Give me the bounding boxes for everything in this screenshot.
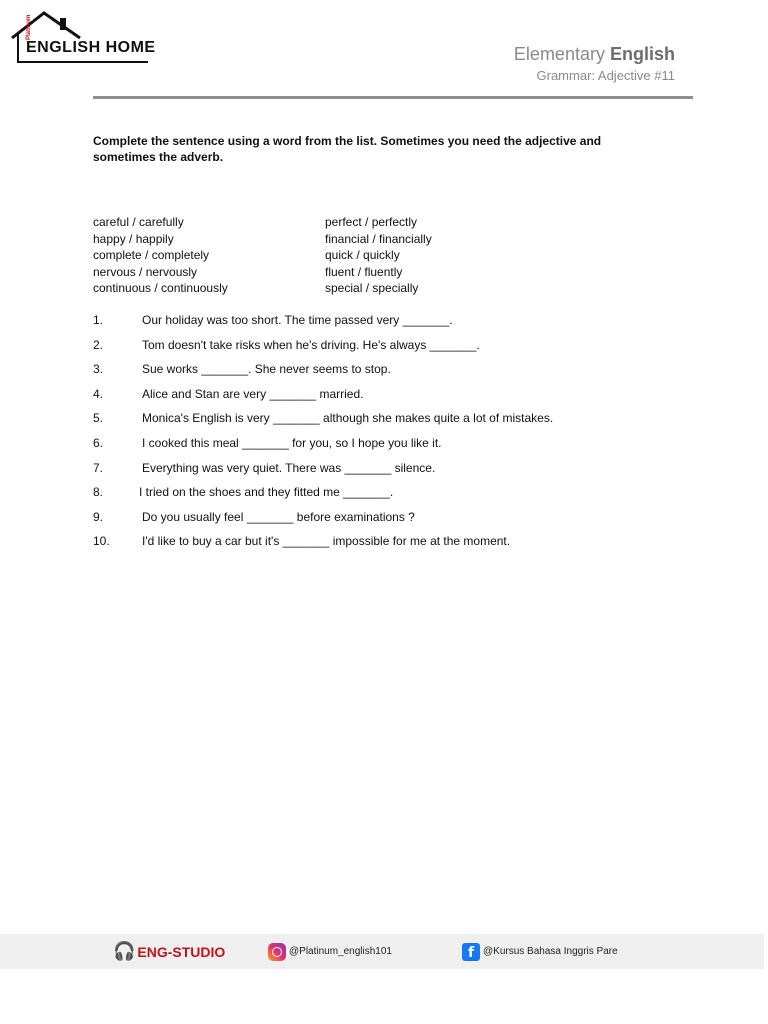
document-title [514,44,675,65]
word-pair: nervous / nervously [93,264,198,279]
word-pair: continuous / continuously [93,281,228,295]
word-list-left [93,214,228,297]
question-text: I tried on the shoes and they fitted me _______. [139,485,394,500]
word-pair: careful / carefully [93,215,184,229]
question-text: I cooked this meal _______ for you, so I hope you like it. [142,435,442,450]
question-number: 7. [93,460,104,475]
question-text: Do you usually feel _______ before examinations ? [142,509,415,524]
page-footer [0,934,764,969]
word-pair: special / specially [325,281,419,295]
question-text: Monica's English is very _______ although she makes quite a lot of mistakes. [142,411,554,426]
question-number: 2. [93,337,104,352]
word-pair: complete / completely [93,248,210,262]
title-light: Elementary [513,44,605,64]
question-text: Tom doesn't take risks when he's driving. He's always _______. [142,337,480,352]
header-divider [93,96,693,99]
title-bold: English [609,44,675,64]
question-text: I'd like to buy a car but it's _______ impossible for me at the moment. [142,534,511,549]
instagram-link[interactable] [268,934,392,969]
facebook-icon: f [462,943,480,961]
headphones-icon: 🎧 [113,941,136,961]
studio-name-a: ENG- [137,943,173,960]
brand-logo [8,8,156,66]
question-text: Everything was very quiet. There was _______ silence. [142,460,436,475]
facebook-handle: @Kursus Bahasa Inggris Pare [483,946,618,957]
question-number: 10. [93,534,110,549]
studio-logo [113,934,225,969]
question-number: 9. [93,509,104,524]
question-number: 1. [93,313,104,327]
word-pair: quick / quickly [325,248,400,262]
question-number: 8. [93,485,104,500]
question-number: 3. [93,362,104,377]
word-pair: happy / happily [93,231,174,246]
instagram-handle: @Platinum_english101 [289,946,392,957]
question-text: Alice and Stan are very _______ married. [142,386,364,401]
question-text: Sue works _______. She never seems to stop. [142,362,391,377]
brand-name: ENGLISH HOME [26,39,156,56]
word-list-right [325,214,432,297]
word-pair: perfect / perfectly [325,215,418,229]
question-number: 6. [93,435,104,450]
instagram-icon [268,943,286,961]
word-pair: financial / financially [325,231,432,246]
document-subtitle: Grammar: Adjective #11 [536,68,675,83]
question-number: 4. [93,386,104,401]
instruction-text: Complete the sentence using a word from the list. Sometimes you need the adjective and sometimes the adverb. [93,134,602,164]
question-number: 5. [93,411,104,426]
document-header [514,44,675,83]
word-pair: fluent / fluently [325,264,403,279]
facebook-link[interactable] [462,934,618,969]
question-text: Our holiday was too short. The time passed very _______. [142,313,453,327]
brand-small-text: Platinum [26,14,32,40]
studio-name [137,944,225,960]
studio-name-b: STUDIO [172,943,226,960]
